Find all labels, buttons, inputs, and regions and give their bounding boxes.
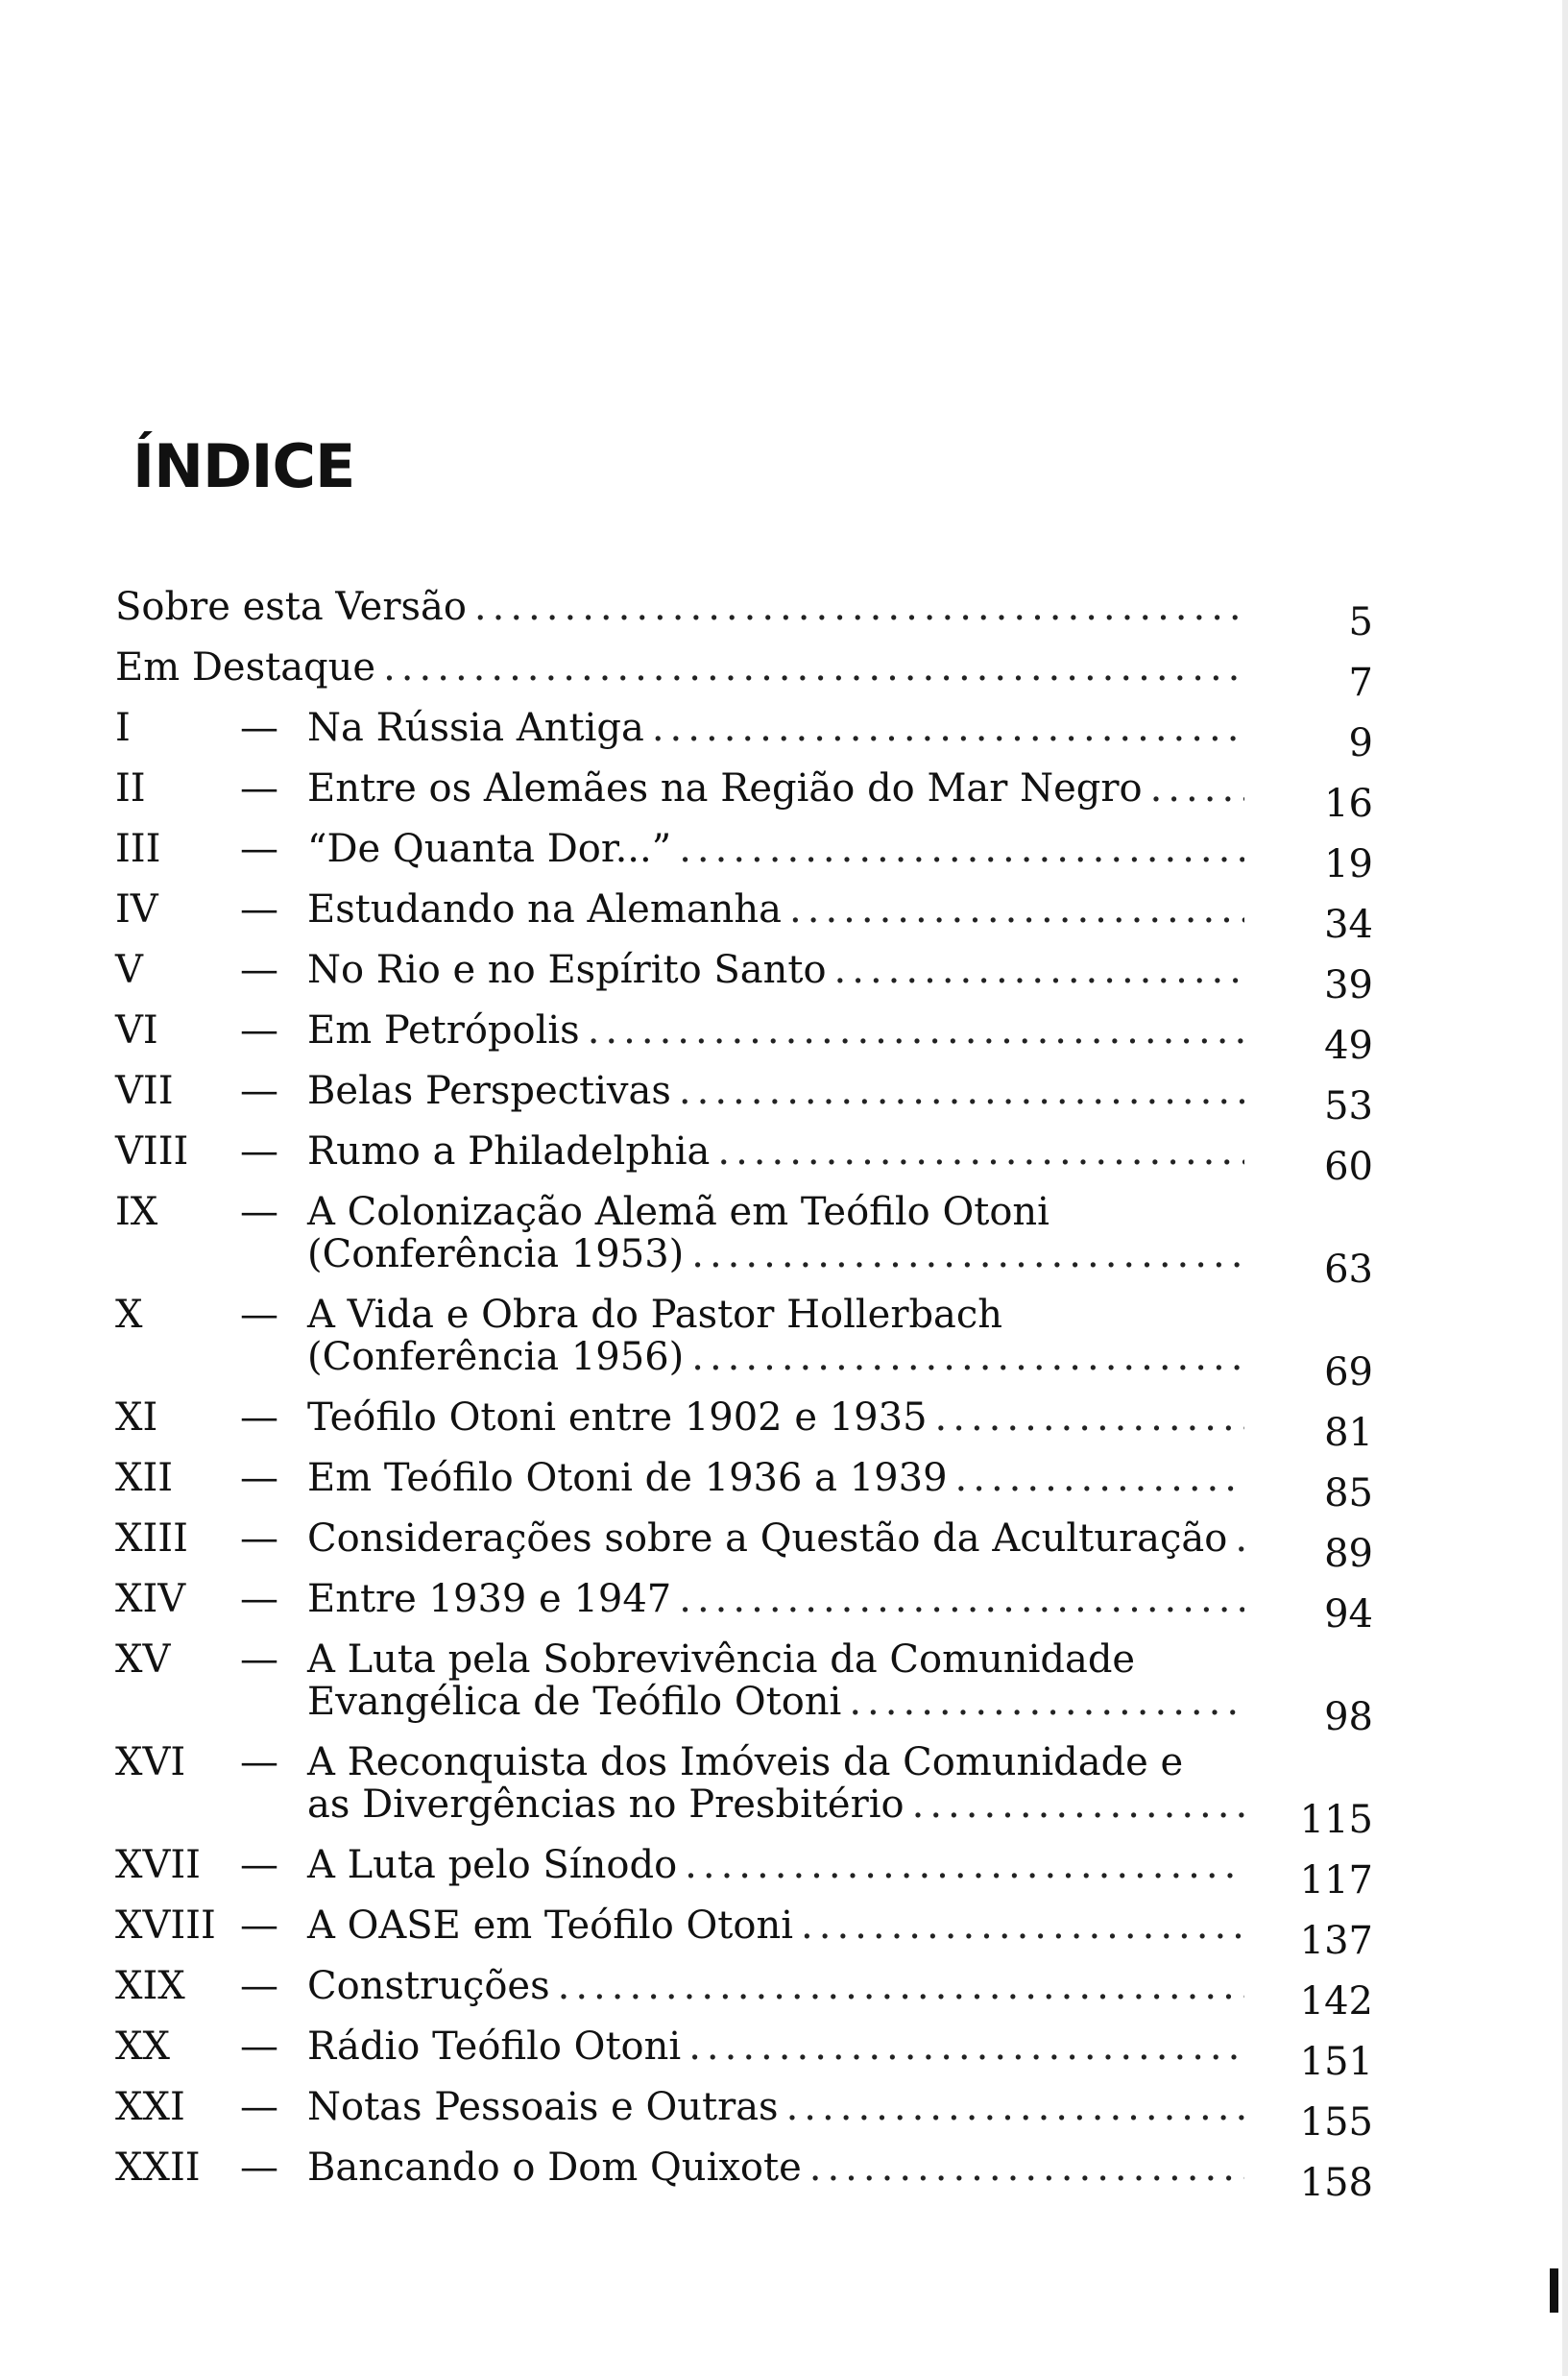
chapter-number: VIII bbox=[115, 1129, 189, 1174]
toc-entry-sobre-esta-versao bbox=[115, 585, 1373, 644]
dash: — bbox=[240, 2146, 278, 2190]
chapter-title-line1: A Colonização Alemã em Teófilo Otoni bbox=[307, 1190, 1049, 1234]
dash: — bbox=[240, 1577, 278, 1621]
page-edge bbox=[1562, 0, 1568, 2376]
chapter-title: Em Petrópolis bbox=[307, 1008, 580, 1053]
page-number: 5 bbox=[1348, 600, 1373, 644]
page-number: 53 bbox=[1324, 1084, 1373, 1128]
dash: — bbox=[240, 1190, 278, 1234]
page-number: 137 bbox=[1299, 1919, 1373, 1963]
toc-entry-xiii bbox=[115, 1516, 1373, 1576]
toc-entry-xviii bbox=[115, 1903, 1373, 1963]
chapter-title-line1: A Vida e Obra do Pastor Hollerbach bbox=[307, 1293, 1003, 1337]
dot-leader bbox=[789, 888, 1244, 931]
chapter-title: A Luta pelo Sínodo bbox=[307, 1843, 678, 1887]
chapter-title: A OASE em Teófilo Otoni bbox=[307, 1903, 794, 1948]
dot-leader bbox=[588, 1009, 1244, 1052]
page-number: 69 bbox=[1324, 1350, 1373, 1394]
page-number: 158 bbox=[1299, 2161, 1373, 2205]
dash: — bbox=[240, 1740, 278, 1784]
dash: — bbox=[240, 1395, 278, 1440]
chapter-number: II bbox=[115, 766, 146, 811]
toc-entry-xv bbox=[115, 1637, 1373, 1739]
table-of-contents bbox=[115, 586, 1373, 2207]
dot-leader bbox=[786, 2086, 1244, 2128]
chapter-number: V bbox=[115, 948, 143, 992]
chapter-title: Em Destaque bbox=[115, 645, 376, 690]
dot-leader bbox=[717, 1130, 1244, 1173]
chapter-title: Bancando o Dom Quixote bbox=[307, 2146, 802, 2190]
page-number: 155 bbox=[1299, 2100, 1373, 2145]
dot-leader bbox=[1150, 767, 1244, 810]
chapter-number: IV bbox=[115, 887, 158, 932]
dot-leader bbox=[691, 1336, 1244, 1378]
page-number: 81 bbox=[1324, 1411, 1373, 1455]
toc-entry-ii bbox=[115, 766, 1373, 826]
toc-entry-xxii bbox=[115, 2146, 1373, 2205]
toc-entry-xxi bbox=[115, 2085, 1373, 2145]
chapter-title: Teófilo Otoni entre 1902 e 1935 bbox=[307, 1395, 928, 1440]
page-number: 151 bbox=[1299, 2040, 1373, 2084]
dot-leader bbox=[801, 1904, 1244, 1947]
toc-entry-xx bbox=[115, 2024, 1373, 2084]
chapter-title: Notas Pessoais e Outras bbox=[307, 2085, 779, 2129]
dash: — bbox=[240, 1843, 278, 1887]
chapter-title-line1: A Reconquista dos Imóveis da Comunidade e bbox=[307, 1740, 1184, 1784]
dash: — bbox=[240, 1129, 278, 1174]
dot-leader bbox=[834, 949, 1244, 991]
toc-entry-i bbox=[115, 706, 1373, 765]
dash: — bbox=[240, 1293, 278, 1337]
chapter-title: Considerações sobre a Questão da Aculturação bbox=[307, 1516, 1228, 1561]
dash: — bbox=[240, 2024, 278, 2069]
page-number: 89 bbox=[1324, 1532, 1373, 1576]
toc-entry-viii bbox=[115, 1129, 1373, 1189]
chapter-number: XVIII bbox=[115, 1903, 216, 1948]
toc-entry-xi bbox=[115, 1395, 1373, 1455]
chapter-title: Estudando na Alemanha bbox=[307, 887, 783, 932]
dash: — bbox=[240, 1456, 278, 1500]
chapter-number: XV bbox=[115, 1637, 171, 1682]
chapter-number: IX bbox=[115, 1190, 158, 1234]
page-number: 60 bbox=[1324, 1145, 1373, 1189]
chapter-number: XX bbox=[115, 2024, 170, 2069]
chapter-title: Evangélica de Teófilo Otoni bbox=[307, 1680, 842, 1724]
dot-leader bbox=[912, 1783, 1244, 1826]
dash: — bbox=[240, 2085, 278, 2129]
chapter-number: XI bbox=[115, 1395, 158, 1440]
toc-entry-xix bbox=[115, 1964, 1373, 2024]
dash: — bbox=[240, 1637, 278, 1682]
chapter-title: Em Teófilo Otoni de 1936 a 1939 bbox=[307, 1456, 948, 1500]
dot-leader bbox=[688, 2025, 1244, 2068]
dash: — bbox=[240, 1008, 278, 1053]
toc-entry-xiv bbox=[115, 1577, 1373, 1637]
dash: — bbox=[240, 887, 278, 932]
dot-leader bbox=[558, 1965, 1244, 2007]
page-number: 85 bbox=[1324, 1471, 1373, 1515]
page-number: 98 bbox=[1324, 1695, 1373, 1739]
dot-leader bbox=[685, 1844, 1244, 1886]
scan-edge-mark bbox=[1550, 2268, 1558, 2313]
chapter-title-line1: A Luta pela Sobrevivência da Comunidade bbox=[307, 1637, 1136, 1682]
chapter-number: VI bbox=[115, 1008, 158, 1053]
toc-entry-vi bbox=[115, 1008, 1373, 1068]
page-number: 16 bbox=[1324, 782, 1373, 826]
chapter-number: XVI bbox=[115, 1740, 186, 1784]
page-number: 49 bbox=[1324, 1024, 1373, 1068]
dot-leader bbox=[383, 646, 1244, 689]
chapter-title: Entre os Alemães na Região do Mar Negro bbox=[307, 766, 1143, 811]
page-number: 117 bbox=[1299, 1858, 1373, 1903]
chapter-title: as Divergências no Presbitério bbox=[307, 1782, 905, 1827]
dot-leader bbox=[474, 586, 1244, 628]
page-number: 19 bbox=[1324, 842, 1373, 886]
chapter-title: (Conferência 1956) bbox=[307, 1335, 685, 1379]
chapter-title: Belas Perspectivas bbox=[307, 1069, 671, 1113]
dash: — bbox=[240, 766, 278, 811]
chapter-title: Entre 1939 e 1947 bbox=[307, 1577, 672, 1621]
dot-leader bbox=[849, 1681, 1244, 1723]
dot-leader bbox=[1235, 1517, 1244, 1560]
chapter-title: (Conferência 1953) bbox=[307, 1232, 685, 1276]
page-title: ÍNDICE bbox=[133, 431, 355, 501]
page-number: 9 bbox=[1348, 721, 1373, 765]
page-number: 39 bbox=[1324, 963, 1373, 1007]
dash: — bbox=[240, 706, 278, 750]
toc-entry-vii bbox=[115, 1069, 1373, 1128]
chapter-number: XIX bbox=[115, 1964, 185, 2008]
chapter-title: Construções bbox=[307, 1964, 550, 2008]
chapter-number: X bbox=[115, 1293, 143, 1337]
toc-entry-xvi bbox=[115, 1740, 1373, 1842]
page-number: 142 bbox=[1299, 1979, 1373, 2024]
dot-leader bbox=[679, 828, 1244, 870]
dot-leader bbox=[935, 1396, 1244, 1439]
toc-entry-ix bbox=[115, 1190, 1373, 1292]
page-number: 34 bbox=[1324, 903, 1373, 947]
page-number: 63 bbox=[1324, 1248, 1373, 1292]
dot-leader bbox=[679, 1070, 1244, 1112]
page-number: 7 bbox=[1348, 661, 1373, 705]
chapter-title: Na Rússia Antiga bbox=[307, 706, 644, 750]
dash: — bbox=[240, 1964, 278, 2008]
dash: — bbox=[240, 827, 278, 871]
dash: — bbox=[240, 1903, 278, 1948]
toc-entry-xii bbox=[115, 1456, 1373, 1515]
toc-entry-v bbox=[115, 948, 1373, 1007]
page-number: 115 bbox=[1299, 1798, 1373, 1842]
chapter-number: XXI bbox=[115, 2085, 185, 2129]
chapter-title: Rádio Teófilo Otoni bbox=[307, 2024, 682, 2069]
dot-leader bbox=[679, 1578, 1244, 1620]
chapter-number: XVII bbox=[115, 1843, 201, 1887]
dash: — bbox=[240, 948, 278, 992]
chapter-number: XIV bbox=[115, 1577, 186, 1621]
dash: — bbox=[240, 1069, 278, 1113]
dot-leader bbox=[955, 1457, 1244, 1499]
chapter-title: Sobre esta Versão bbox=[115, 585, 467, 629]
chapter-number: I bbox=[115, 706, 131, 750]
dot-leader bbox=[652, 707, 1244, 749]
toc-entry-xvii bbox=[115, 1843, 1373, 1903]
chapter-title: “De Quanta Dor...” bbox=[307, 827, 672, 871]
chapter-number: VII bbox=[115, 1069, 174, 1113]
page-number: 94 bbox=[1324, 1592, 1373, 1637]
chapter-number: III bbox=[115, 827, 161, 871]
chapter-number: XXII bbox=[115, 2146, 201, 2190]
toc-entry-em-destaque bbox=[115, 645, 1373, 705]
toc-entry-iv bbox=[115, 887, 1373, 947]
toc-entry-iii bbox=[115, 827, 1373, 886]
chapter-title: No Rio e no Espírito Santo bbox=[307, 948, 827, 992]
chapter-title: Rumo a Philadelphia bbox=[307, 1129, 711, 1174]
dot-leader bbox=[809, 2146, 1244, 2189]
chapter-number: XII bbox=[115, 1456, 174, 1500]
dash: — bbox=[240, 1516, 278, 1561]
toc-entry-x bbox=[115, 1293, 1373, 1394]
dot-leader bbox=[691, 1233, 1244, 1275]
chapter-number: XIII bbox=[115, 1516, 188, 1561]
